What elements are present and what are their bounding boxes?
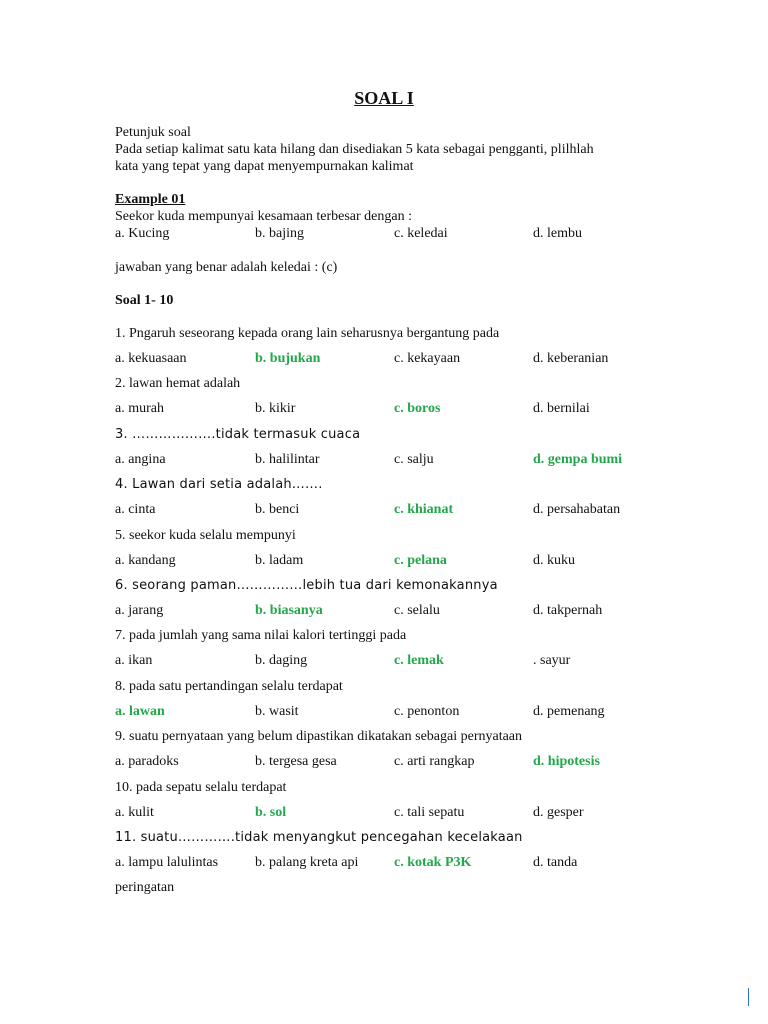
question-5: 5. seekor kuda selalu mempunyi: [115, 527, 296, 543]
question-3-option-d: d. gempa bumi: [533, 451, 623, 467]
trailing-text: peringatan: [115, 880, 175, 895]
question-1-option-d: d. keberanian: [533, 351, 609, 366]
question-4-option-b: b. benci: [255, 502, 300, 518]
question-2: 2. lawan hemat adalah: [115, 376, 241, 392]
question-9-option-a: a. paradoks: [115, 754, 179, 770]
question-2-option-c: c. boros: [394, 401, 441, 417]
question-11-option-a: a. lampu lalulintas: [115, 855, 219, 870]
question-11: 11. suatu………….tidak menyangkut pencegahan kecelakaan: [115, 830, 523, 845]
question-7: 7. pada jumlah yang sama nilai kalori tertinggi pada: [115, 628, 407, 644]
page-title: SOAL I: [354, 88, 414, 108]
question-6-option-d: d. takpernah: [533, 603, 603, 618]
question-10-option-c: c. tali sepatu: [394, 804, 465, 820]
example-option-d: d. lembu: [533, 226, 582, 241]
question-4: 4. Lawan dari setia adalah…….: [115, 477, 323, 493]
question-10-option-b: b. sol: [255, 804, 287, 820]
question-9-option-c: c. arti rangkap: [394, 754, 475, 770]
example-heading: Example 01: [115, 192, 186, 207]
question-2-option-d: d. bernilai: [533, 401, 590, 417]
question-5-option-d: d. kuku: [533, 552, 575, 568]
question-8-option-c: c. penonton: [394, 703, 460, 719]
question-7-option-d: . sayur: [533, 653, 571, 669]
question-9: 9. suatu pernyataan yang belum dipastikan dikatakan sebagai pernyataan: [115, 729, 523, 745]
question-8: 8. pada satu pertandingan selalu terdapat: [115, 678, 343, 694]
question-11-option-d: d. tanda: [533, 855, 578, 870]
instructions-heading: Petunjuk soal: [115, 125, 191, 140]
question-5-option-c: c. pelana: [394, 552, 447, 568]
question-5-option-b: b. ladam: [255, 552, 304, 568]
example-option-b: b. bajing: [255, 226, 304, 241]
question-3-option-c: c. salju: [394, 451, 434, 467]
question-2-option-b: b. kikir: [255, 401, 296, 417]
question-11-option-b: b. palang kreta api: [255, 855, 359, 870]
question-9-option-d: d. hipotesis: [533, 754, 600, 770]
question-3-option-a: a. angina: [115, 451, 166, 467]
instructions-line-1: Pada setiap kalimat satu kata hilang dan disediakan 5 kata sebagai pengganti, plilhlah: [115, 142, 594, 157]
question-11-option-c: c. kotak P3K: [394, 855, 472, 870]
question-9-option-b: b. tergesa gesa: [255, 754, 337, 770]
question-1-option-a: a. kekuasaan: [115, 351, 187, 366]
question-5-option-a: a. kandang: [115, 552, 176, 568]
question-8-option-b: b. wasit: [255, 703, 299, 719]
question-6: 6. seorang paman……………lebih tua dari kemonakannya: [115, 578, 498, 593]
question-10-option-d: d. gesper: [533, 804, 584, 820]
question-4-option-a: a. cinta: [115, 502, 156, 518]
question-8-option-a: a. lawan: [115, 703, 165, 719]
question-3-option-b: b. halilintar: [255, 451, 320, 467]
question-1: 1. Pngaruh seseorang kepada orang lain seharusnya bergantung pada: [115, 326, 500, 341]
question-6-option-c: c. selalu: [394, 603, 440, 618]
question-8-option-d: d. pemenang: [533, 703, 605, 719]
question-3: 3. ……………….tidak termasuk cuaca: [115, 426, 361, 442]
question-7-option-c: c. lemak: [394, 653, 444, 669]
instructions-line-2: kata yang tepat yang dapat menyempurnakan kalimat: [115, 159, 414, 174]
question-10-option-a: a. kulit: [115, 804, 154, 820]
example-question: Seekor kuda mempunyai kesamaan terbesar dengan :: [115, 209, 413, 224]
example-option-c: c. keledai: [394, 226, 448, 241]
question-6-option-b: b. biasanya: [255, 603, 323, 618]
question-1-option-b: b. bujukan: [255, 351, 321, 366]
section-heading: Soal 1- 10: [115, 293, 174, 308]
question-7-option-a: a. ikan: [115, 653, 153, 669]
question-4-option-d: d. persahabatan: [533, 502, 621, 518]
example-option-a: a. Kucing: [115, 226, 170, 241]
question-10: 10. pada sepatu selalu terdapat: [115, 779, 287, 795]
question-1-option-c: c. kekayaan: [394, 351, 461, 366]
question-7-option-b: b. daging: [255, 653, 308, 669]
example-answer: jawaban yang benar adalah keledai : (c): [115, 260, 338, 275]
question-2-option-a: a. murah: [115, 401, 164, 417]
question-6-option-a: a. jarang: [115, 603, 164, 618]
question-4-option-c: c. khianat: [394, 502, 454, 518]
page-edge-marker: [748, 988, 749, 1006]
